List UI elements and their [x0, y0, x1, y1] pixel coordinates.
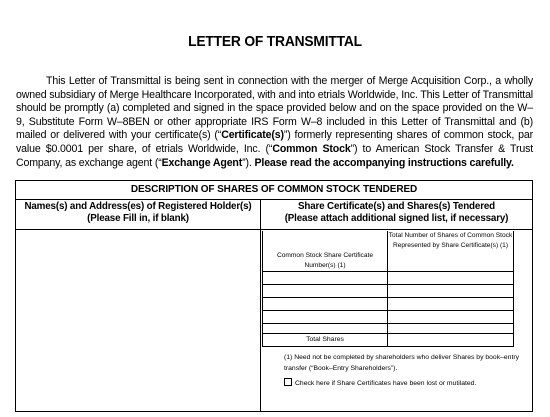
footnote-book-entry: (1) Need not be completed by shareholders who deliver Shares by book–entry transfer (“Book–Entry Shareholders”). — [284, 354, 520, 372]
share-count-cell[interactable] — [388, 272, 513, 284]
intro-text-3: ”) to American Stock Transfer & Trust Company, as exchange agent (“ — [16, 142, 534, 169]
certificate-number-cell[interactable] — [263, 285, 387, 297]
lost-certificates-option — [284, 378, 529, 389]
common-stock-term: Common Stock — [272, 142, 351, 155]
certificate-number-header: Common Stock Share Certificate Number(s) (1) — [276, 252, 373, 269]
holder-name-address-field[interactable] — [16, 230, 260, 412]
table-caption: DESCRIPTION OF SHARES OF COMMON STOCK TENDERED — [16, 181, 532, 200]
total-shares-cell[interactable] — [388, 334, 513, 346]
certificates-column-header — [261, 201, 532, 225]
intro-paragraph — [16, 75, 533, 170]
share-count-cell[interactable] — [388, 324, 513, 333]
share-count-cell[interactable] — [388, 298, 513, 310]
certificate-number-cell[interactable] — [263, 272, 387, 284]
total-shares-label: Total Shares — [306, 336, 344, 343]
total-shares-column-header: Total Number of Shares of Common Stock Represented by Share Certificate(s) (1) — [388, 232, 513, 249]
read-instructions-notice: Please read the accompanying instructions carefully. — [254, 156, 514, 169]
intro-text-4: ”). — [242, 156, 255, 169]
holder-header-title: Names(s) and Address(es) of Registered Holder(s) — [24, 201, 252, 212]
exchange-agent-term: Exchange Agent — [161, 156, 243, 169]
certificate-number-cell[interactable] — [263, 324, 387, 333]
share-count-cell[interactable] — [388, 285, 513, 297]
certificate-number-cell[interactable] — [263, 311, 387, 323]
intro-text-2: ”) formerly representing shares of common stock, par value $0.0001 per share, of etrials Worldwide, Inc. (“ — [16, 129, 533, 155]
holder-column-header — [16, 201, 260, 225]
lost-certificates-label: Check here if Share Certificates have been lost or mutilated. — [295, 380, 477, 387]
intro-text-1: This Letter of Transmittal is being sent in connection with the merger of Merge Acquisition Corp., a wholly owned subsidiary of Merge Healthcare Incorporated, with and into etrials Worldwide, Inc. This Letter of Transmittal should be promptly (a) completed and signed in the space provided below and on the space provided on the W–9, Substitute Form W–8BEN or other appropriate IRS Form W–8 included in this Letter of Transmittal and (b) mailed or delivered with your certificate(s) (“ — [16, 75, 534, 142]
lost-certificates-checkbox[interactable] — [284, 378, 292, 386]
certificates-subtable — [262, 231, 514, 347]
column-divider — [260, 199, 261, 412]
holder-header-subtitle: (Please Fill in, if blank) — [87, 213, 189, 224]
certificate-number-cell[interactable] — [263, 298, 387, 310]
share-count-cell[interactable] — [388, 311, 513, 323]
shares-tendered-table — [15, 180, 533, 412]
certificates-term: Certificate(s) — [221, 129, 284, 142]
document-title: LETTER OF TRANSMITTAL — [188, 33, 362, 50]
certificates-header-title: Share Certificate(s) and Shares(s) Tendered — [298, 201, 495, 212]
certificates-header-subtitle: (Please attach additional signed list, if necessary) — [284, 213, 509, 224]
